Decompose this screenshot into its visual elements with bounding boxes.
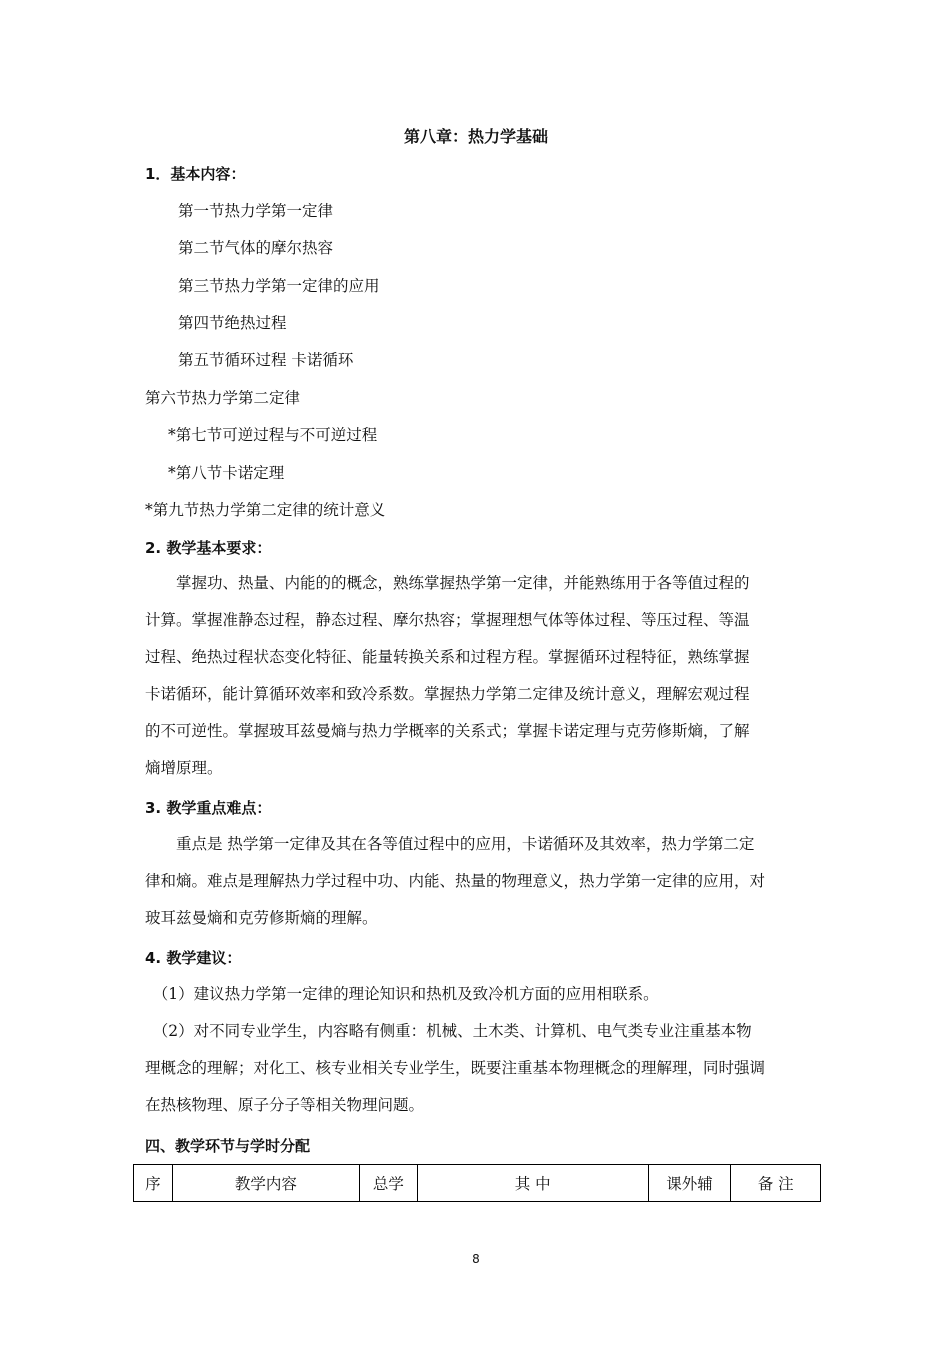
- table-header-cell: 教学内容: [172, 1165, 359, 1202]
- paragraph-line: 过程、绝热过程状态变化特征、能量转换关系和过程方程。掌握循环过程特征，熟练掌握: [145, 648, 750, 666]
- section-heading-basic-content: 1．基本内容：: [145, 165, 246, 183]
- requirements-paragraph: [145, 565, 813, 787]
- table-header-cell: 序: [134, 1165, 173, 1202]
- section-heading-key-points: 3. 教学重点难点：: [145, 799, 272, 817]
- table-header-cell: 课外辅: [648, 1165, 731, 1202]
- key-points-paragraph: [145, 826, 813, 937]
- list-item: 第二节气体的摩尔热容: [178, 239, 334, 257]
- list-item: 第四节绝热过程: [178, 314, 287, 332]
- section-heading-schedule: 四、教学环节与学时分配: [145, 1137, 311, 1155]
- paragraph-line: 卡诺循环，能计算循环效率和致冷系数。掌握热力学第二定律及统计意义，理解宏观过程: [145, 685, 750, 703]
- schedule-table: [133, 1164, 821, 1202]
- list-item: *第七节可逆过程与不可逆过程: [168, 426, 378, 444]
- section-heading-requirements: 2. 教学基本要求：: [145, 539, 272, 557]
- list-item: *第九节热力学第二定律的统计意义: [145, 501, 386, 519]
- chapter-title: 第八章：热力学基础: [403, 127, 548, 146]
- paragraph-line: 计算。掌握准静态过程，静态过程、摩尔热容；掌握理想气体等体过程、等压过程、等温: [145, 611, 750, 629]
- paragraph-line: 掌握功、热量、内能的的概念，熟练掌握热学第一定律，并能熟练用于各等值过程的: [145, 574, 750, 592]
- paragraph-line: 理概念的理解；对化工、核专业相关专业学生，既要注重基本物理概念的理解理，同时强调: [145, 1059, 766, 1077]
- paragraph-line: 的不可逆性。掌握玻耳兹曼熵与热力学概率的关系式；掌握卡诺定理与克劳修斯熵，了解: [145, 722, 750, 740]
- section-heading-suggestions: 4. 教学建议：: [145, 949, 242, 967]
- list-item: 第三节热力学第一定律的应用: [178, 277, 380, 295]
- table-header-row: [134, 1165, 821, 1202]
- paragraph-line: 律和熵。难点是理解热力学过程中功、内能、热量的物理意义，热力学第一定律的应用，对: [145, 872, 766, 890]
- table-header-cell: 其 中: [417, 1165, 648, 1202]
- suggestions-paragraph: [145, 976, 813, 1124]
- paragraph-line: 在热核物理、原子分子等相关物理问题。: [145, 1096, 425, 1114]
- list-item: 第一节热力学第一定律: [178, 202, 334, 220]
- list-item: 第五节循环过程 卡诺循环: [178, 351, 354, 369]
- table-header-cell: 备 注: [731, 1165, 821, 1202]
- page-number: 8: [472, 1252, 480, 1266]
- table-header-cell: 总学: [360, 1165, 418, 1202]
- paragraph-line: （1）建议热力学第一定律的理论知识和热机及致冷机方面的应用相联系。: [145, 985, 659, 1003]
- paragraph-line: 玻耳兹曼熵和克劳修斯熵的理解。: [145, 909, 378, 927]
- list-item: *第八节卡诺定理: [168, 464, 285, 482]
- paragraph-line: 重点是 热学第一定律及其在各等值过程中的应用，卡诺循环及其效率，热力学第二定: [145, 835, 755, 853]
- paragraph-line: （2）对不同专业学生，内容略有侧重：机械、土木类、计算机、电气类专业注重基本物: [145, 1022, 752, 1040]
- list-item: 第六节热力学第二定律: [145, 389, 301, 407]
- paragraph-line: 熵增原理。: [145, 759, 223, 777]
